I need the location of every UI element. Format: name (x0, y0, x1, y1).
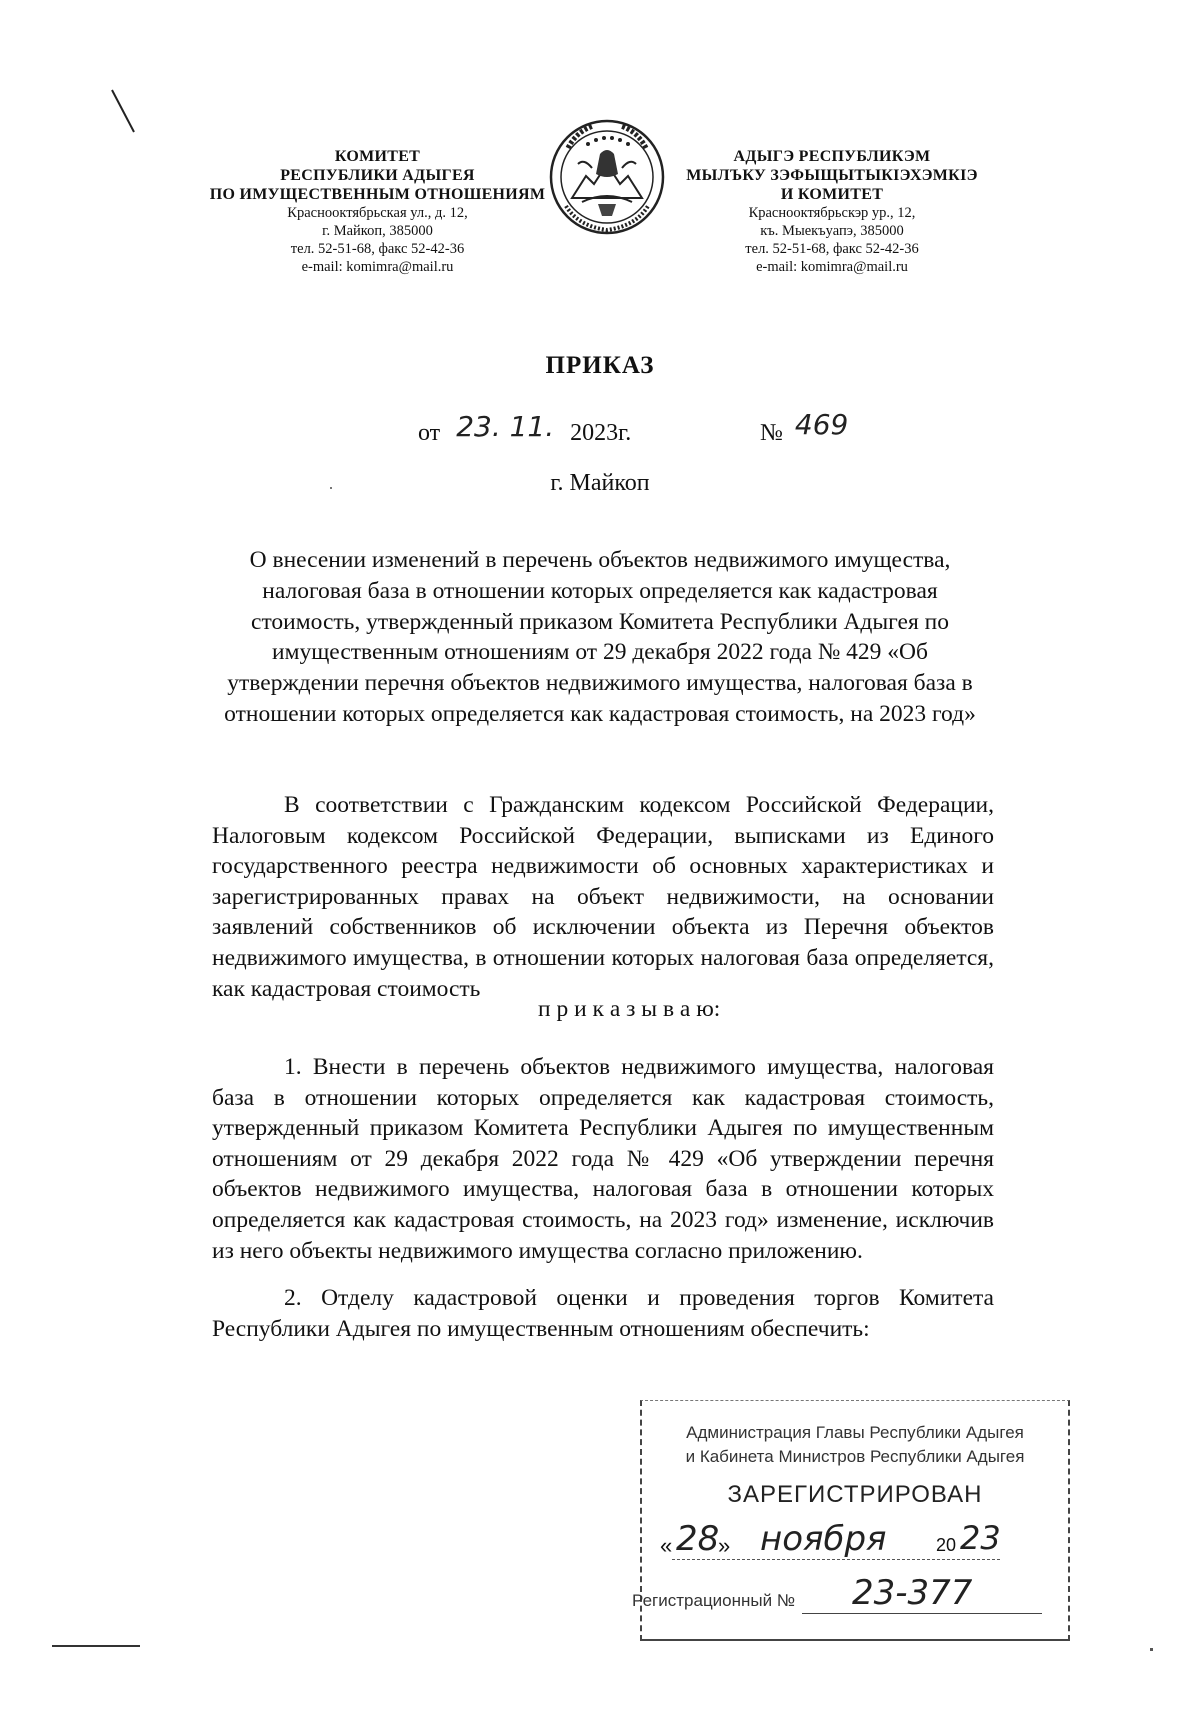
document-title: ПРИКАЗ (545, 352, 655, 379)
order-date-row (418, 410, 632, 447)
header-left-org-line-3: ПО ИМУЩЕСТВЕННЫМ ОТНОШЕНИЯМ (209, 186, 546, 203)
stamp-reg-row (632, 1573, 1052, 1617)
order-city: г. Майкоп (550, 470, 650, 496)
order-number-row (760, 408, 849, 447)
stamp-line-2: и Кабинета Министров Республики Адыгея (685, 1447, 1025, 1466)
registration-stamp (632, 1400, 1070, 1641)
header-left-address-line-4: e-mail: komimra@mail.ru (301, 259, 454, 275)
subject-line-1: О внесении изменений в перечень объектов недвижимого имущества, (249, 547, 951, 573)
subject-line-3: стоимость, утвержденный приказом Комитета Республики Адыгея по (251, 608, 949, 635)
stamp-line-1: Администрация Главы Республики Адыгея (686, 1423, 1024, 1442)
stamp-date-underline (672, 1559, 1000, 1560)
stamp-reg-underline (802, 1613, 1042, 1614)
header-left-org-line-2: РЕСПУБЛИКИ АДЫГЕЯ (280, 167, 475, 184)
header-right-block (672, 147, 992, 276)
header-left-org-line-1: КОМИТЕТ (334, 148, 421, 165)
header-right-address-line-4: e-mail: komimra@mail.ru (756, 259, 908, 275)
header-right-org-line-2: МЫЛЪКУ ЗЭФЫЩЫТЫКIЭХЭМКIЭ (686, 167, 978, 184)
stamp-month-handwritten: ноября (760, 1519, 887, 1559)
stamp-reg-label: Регистрационный № (632, 1591, 796, 1610)
date-handwritten: 23. 11. (456, 410, 555, 443)
header-right-address-line-1: Краснооктябрьскэр ур., 12, (748, 205, 916, 221)
number-handwritten: 469 (794, 408, 849, 441)
header-right-org-line-1: АДЫГЭ РЕСПУБЛИКЭМ (733, 148, 931, 165)
header-left-address-line-1: Краснооктябрьская ул., д. 12, (287, 205, 468, 221)
subject-line-6: отношении которых определяется как кадастровая стоимость, на 2023 год» (224, 700, 976, 727)
header-right-address-line-2: къ. Мыекъуапэ, 385000 (760, 223, 904, 239)
order-verb: п р и к а з ы в а ю: (538, 996, 721, 1022)
date-year: 2023г. (570, 420, 632, 446)
subject-line-2: налоговая база в отношении которых определяется как кадастровая (262, 577, 938, 604)
header-right-org-line-3: И КОМИТЕТ (780, 186, 884, 203)
header-left-address-line-3: тел. 52-51-68, факс 52-42-36 (290, 241, 465, 257)
stamp-year-prefix: 20 (936, 1535, 957, 1555)
preamble-paragraph: В соответствии с Гражданским кодексом Российской Федерации, Налоговым кодексом Российской Федерации, выписками из Единого государственного реестра недвижимости об основных характеристиках и зарегистрированных правах на объект недвижимости, на основании заявлений собственников об исключении объекта из Перечня объектов недвижимого имущества, в отношении которых налоговая база определяется, как кадастровая стоимость (212, 792, 994, 1002)
subject-line-4: имущественным отношениям от 29 декабря 2022 года № 429 «Об (272, 639, 928, 666)
date-prefix: от (418, 420, 441, 446)
item-2-paragraph: 2. Отделу кадастровой оценки и проведения торгов Комитета Республики Адыгея по имущественным отношениям обеспечить: (212, 1285, 994, 1342)
stamp-quote-close: » (718, 1533, 731, 1558)
order-subject (160, 545, 1040, 730)
stamp-quote-open: « (660, 1533, 673, 1558)
stamp-day-handwritten: 28 (676, 1519, 720, 1559)
pen-stroke-mark (108, 88, 138, 136)
footer-rule (52, 1645, 140, 1647)
scan-dot (330, 487, 332, 489)
header-left-block (205, 147, 550, 276)
header-right-address-line-3: тел. 52-51-68, факс 52-42-36 (745, 241, 919, 257)
stamp-date-row (660, 1519, 1060, 1563)
subject-line-5: утверждении перечня объектов недвижимого имущества, налоговая база в (227, 670, 973, 697)
stamp-status: ЗАРЕГИСТРИРОВАН (727, 1481, 983, 1508)
number-label: № (760, 420, 783, 446)
stamp-year-handwritten: 23 (960, 1519, 1001, 1557)
header-left-address-line-2: г. Майкоп, 385000 (322, 223, 433, 239)
scan-speck (1150, 1648, 1153, 1651)
item-1-paragraph: 1. Внести в перечень объектов недвижимого имущества, налоговая база в отношении которых определяется как кадастровая стоимость, утвержденный приказом Комитета Республики Адыгея по имущественным отношениям от 29 декабря 2022 года № 429 «Об утверждении перечня объектов недвижимого имущества, налоговая база в отношении которых определяется как кадастровая стоимость, на 2023 год» изменение, исключив из него объекты недвижимого имущества согласно приложению. (212, 1054, 994, 1264)
coat-of-arms-emblem (548, 118, 666, 236)
stamp-reg-number-handwritten: 23-377 (852, 1573, 973, 1613)
